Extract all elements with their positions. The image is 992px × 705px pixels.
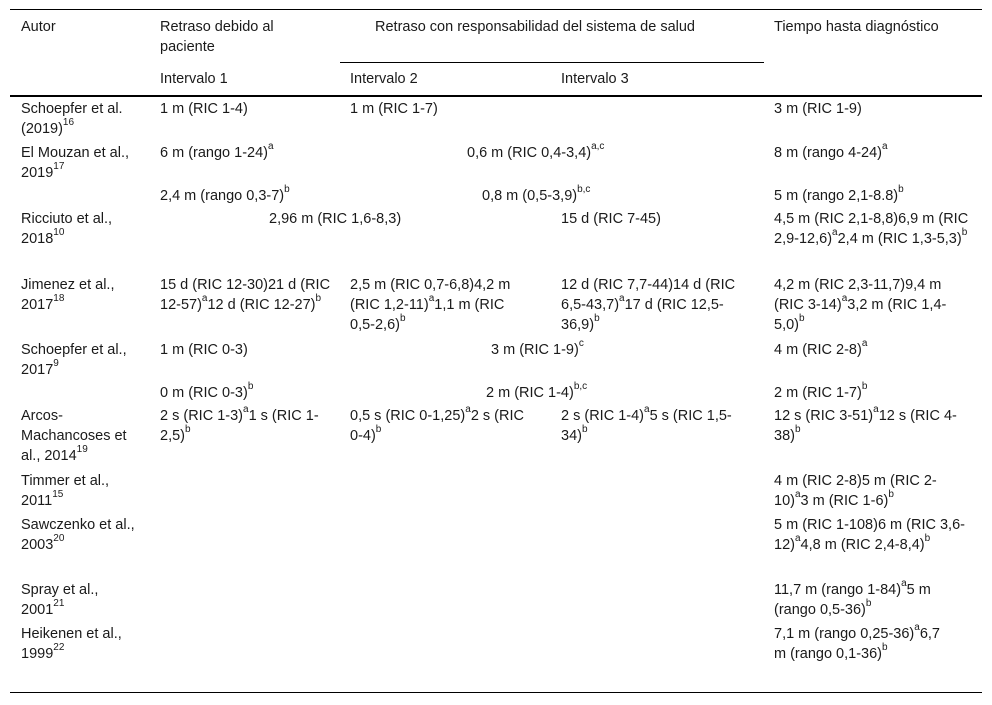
interval-2-3-cell: 0,8 m $(0,5-3,9)^{b,c}$ bbox=[482, 184, 591, 204]
header-tiempo: Tiempo hasta diagnóstico bbox=[774, 19, 939, 35]
interval-2-3-cell: 0,6 m (RIC 0,4-3,4)$^{a,c}$ bbox=[467, 141, 605, 161]
diagnosis-time-cell: 11,7 m (rango 1-84)$^a$5 m (rango 0,5-36)$^b$ bbox=[774, 578, 931, 618]
header-paciente: Retraso debido al paciente bbox=[160, 19, 274, 55]
author-cell: Ricciuto et al., 2018$^{10}$ bbox=[21, 211, 113, 247]
interval-1-cell: 1 m (RIC 1-4) bbox=[160, 101, 248, 117]
bottom-rule bbox=[10, 692, 982, 693]
interval-3-cell: 2 s (RIC 1-4)$^a$5 s (RIC 1,5-34)$^b$ bbox=[561, 404, 732, 444]
diagnosis-time-cell: 4 m (RIC 2-8)$^a$ bbox=[774, 338, 868, 358]
interval-1-cell: 0 m (RIC 0-3)$^b$ bbox=[160, 381, 254, 401]
interval-2-3-cell: 2 m (RIC 1-4)$^{b,c}$ bbox=[486, 381, 588, 401]
diagnosis-time-cell: 5 m (RIC 1-108)6 m (RIC 3,6-12)$^a$4,8 m (RIC 2,4-8,4)$^b$ bbox=[774, 517, 965, 553]
interval-2-cell: 2,5 m (RIC 0,7-6,8)4,2 m (RIC 1,2-11)$^a$1,1 m (RIC 0,5-2,6)$^b$ bbox=[350, 277, 511, 333]
header-sistema: Retraso con responsabilidad del sistema de salud bbox=[375, 19, 695, 35]
author-cell: Arcos-Machancoses et al., 2014$^{19}$ bbox=[21, 408, 127, 464]
author-cell: El Mouzan et al., 2019$^{17}$ bbox=[21, 145, 129, 181]
diagnosis-time-cell: 12 s (RIC 3-51)$^a$12 s (RIC 4-38)$^b$ bbox=[774, 404, 957, 444]
header-autor: Autor bbox=[21, 19, 56, 35]
author-cell: Schoepfer et al., 2017$^9$ bbox=[21, 342, 127, 378]
header-intervalo-2: Intervalo 2 bbox=[350, 71, 418, 87]
header-span-rule bbox=[340, 62, 764, 63]
diagnosis-time-cell: 8 m (rango 4-24)$^a$ bbox=[774, 141, 888, 161]
author-cell: Heikenen et al., 1999$^{22}$ bbox=[21, 626, 122, 662]
diagnosis-time-cell: 4,5 m (RIC 2,1-8,8)6,9 m (RIC 2,9-12,6)$^a$2,4 m (RIC 1,3-5,3)$^b$ bbox=[774, 211, 969, 247]
author-cell: Sawczenko et al., 2003$^{20}$ bbox=[21, 517, 135, 553]
author-cell: Schoepfer et al. $(2019)^{16}$ bbox=[21, 101, 123, 137]
header-rule bbox=[10, 95, 982, 97]
header-intervalo-3: Intervalo 3 bbox=[561, 71, 629, 87]
author-cell: Timmer et al., 2011$^{15}$ bbox=[21, 473, 110, 509]
diagnosis-time-cell: 3 m (RIC 1-9) bbox=[774, 101, 862, 117]
header-intervalo-1: Intervalo 1 bbox=[160, 71, 228, 87]
interval-1-cell: 2 s (RIC 1-3)$^a$1 s (RIC 1-2,5)$^b$ bbox=[160, 404, 319, 444]
top-rule bbox=[10, 9, 982, 10]
author-cell: Jimenez et al., 2017$^{18}$ bbox=[21, 277, 115, 313]
interval-3-cell: 12 d (RIC 7,7-44)14 d (RIC 6,5-43,7)$^a$17 d (RIC 12,5-36,9)$^b$ bbox=[561, 277, 736, 333]
diagnosis-time-cell: 2 m (RIC 1-7)$^b$ bbox=[774, 381, 868, 401]
diagnosis-time-cell: 5 m (rango 2,1-8.8)$^b$ bbox=[774, 184, 904, 204]
diagnosis-time-cell: 4,2 m (RIC 2,3-11,7)9,4 m (RIC 3-14)$^a$3,2 m (RIC 1,4-5,0)$^b$ bbox=[774, 277, 947, 333]
interval-1-2-cell: 2,96 m (RIC 1,6-8,3) bbox=[269, 211, 402, 227]
interval-1-cell: 6 m (rango 1-24)$^a$ bbox=[160, 141, 274, 161]
interval-1-cell: 2,4 m (rango 0,3-7)$^b$ bbox=[160, 184, 290, 204]
author-cell: Spray et al., 2001$^{21}$ bbox=[21, 582, 99, 618]
interval-2-3-cell: 3 m (RIC 1-9)$^c$ bbox=[491, 338, 584, 358]
diagnosis-time-cell: 4 m (RIC 2-8)5 m (RIC 2-10)$^a$3 m (RIC 1-6)$^b$ bbox=[774, 473, 937, 509]
data-table bbox=[10, 9, 982, 693]
diagnosis-time-cell: 7,1 m (rango 0,25-36)$^a$6,7 m (rango 0,1-36)$^b$ bbox=[774, 622, 940, 662]
interval-2-cell: 0,5 s (RIC 0-1,25)$^a$2 s (RIC 0-4)$^b$ bbox=[350, 404, 524, 444]
interval-3-cell: 15 d (RIC 7-45) bbox=[561, 211, 661, 227]
interval-1-cell: 1 m (RIC 0-3) bbox=[160, 342, 248, 358]
interval-2-cell: 1 m (RIC 1-7) bbox=[350, 101, 438, 117]
interval-1-cell: 15 d (RIC 12-30)21 d (RIC 12-57)$^a$12 d (RIC 12-27)$^b$ bbox=[160, 277, 331, 313]
